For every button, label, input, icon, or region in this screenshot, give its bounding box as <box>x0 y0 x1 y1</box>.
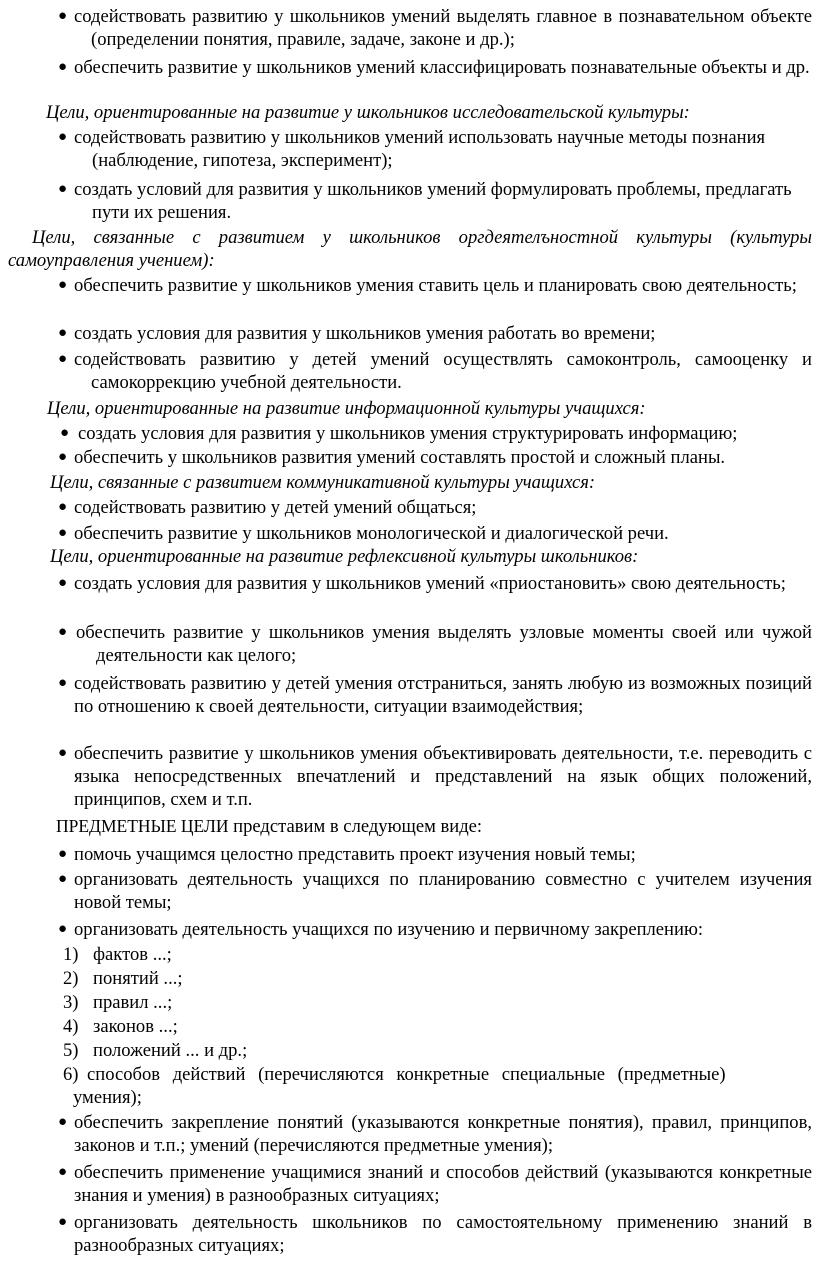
bullet-icon: ● <box>58 8 68 24</box>
bullet-text: обеспечить развитие у школьников монологической и диалогической речи. <box>74 523 669 544</box>
bullet-item <box>58 322 812 345</box>
bullet-icon: ● <box>58 1114 68 1130</box>
bullet-icon: ● <box>58 624 68 640</box>
bullet-item <box>58 742 812 812</box>
subject-goals-intro <box>56 815 482 838</box>
numbered-item <box>63 1039 812 1062</box>
bullet-text: создать условия для развития у школьников умения работать во времени; <box>74 323 656 344</box>
bullet-item <box>58 5 812 51</box>
bullet-icon: ● <box>58 181 68 197</box>
bullet-item <box>58 572 812 595</box>
bullet-item <box>58 348 812 394</box>
bullet-icon: ● <box>58 351 68 367</box>
bullet-icon: ● <box>58 59 68 75</box>
bullet-text: создать условия для развития у школьников умения структурировать информацию; <box>78 423 738 444</box>
item-text-continued: умения); <box>73 1087 142 1109</box>
bullet-item <box>58 496 812 519</box>
bullet-item <box>58 178 816 224</box>
bullet-icon: ● <box>58 499 68 515</box>
bullet-text: обеспечить закрепление понятий (указываются конкретные понятия), правил, принципов, законов и т.п.; умений (перечисляются предметные умения); <box>74 1112 812 1157</box>
item-text: законов ...; <box>93 1016 178 1037</box>
bullet-item <box>58 446 812 469</box>
bullet-icon: ● <box>58 1164 68 1180</box>
section-heading: Цели, ориентированные на развитие у школьников исследовательской культуры: <box>46 102 690 123</box>
bullet-text: содействовать развитию у детей умений осуществлять самоконтроль, самооценку и самокоррекцию учебной деятельности. <box>74 349 812 394</box>
bullet-item <box>60 422 812 445</box>
item-number: 5) <box>63 1040 79 1061</box>
bullet-icon: ● <box>58 129 68 145</box>
bullet-text: создать условия для развития у школьников умений «приостановить» свою деятельность; <box>74 573 786 594</box>
bullet-item <box>58 126 780 172</box>
item-text: положений ... и др.; <box>93 1040 248 1061</box>
bullet-item <box>58 1161 812 1207</box>
bullet-item <box>58 56 812 79</box>
bullet-item <box>58 1211 812 1257</box>
subject-goals-caps: ПРЕДМЕТНЫЕ ЦЕЛИ <box>56 816 229 836</box>
item-number: 4) <box>63 1016 79 1037</box>
bullet-icon: ● <box>58 921 68 937</box>
bullet-icon: ● <box>58 1214 68 1230</box>
bullet-text: организовать деятельность учащихся по изучению и первичному закреплению: <box>74 919 704 940</box>
bullet-text: организовать деятельность учащихся по планированию совместно с учителем изучения новой темы; <box>74 869 812 914</box>
bullet-icon: ● <box>58 846 68 862</box>
bullet-item <box>58 621 812 667</box>
section-heading: Цели, связанные с развитием у школьников оргдеятелъностной культуры (культуры самоуправления учением): <box>8 227 812 272</box>
bullet-item <box>58 522 812 545</box>
numbered-item <box>63 943 812 966</box>
bullet-item <box>58 843 812 866</box>
bullet-item <box>58 274 812 297</box>
bullet-item <box>58 672 812 718</box>
bullet-item <box>58 1111 812 1157</box>
bullet-text: помочь учащимся целостно представить проект изучения новый темы; <box>74 844 636 865</box>
bullet-text: содействовать развитию у школьников умений использовать научные методы познания (наблюдение, гипотеза, эксперимент); <box>74 127 766 172</box>
bullet-icon: ● <box>58 277 68 293</box>
bullet-icon: ● <box>58 575 68 591</box>
bullet-item <box>58 918 812 941</box>
bullet-item <box>58 868 812 914</box>
section-heading: Цели, ориентированные на развитие информационной культуры учащихся: <box>47 398 646 419</box>
bullet-icon: ● <box>58 871 68 887</box>
bullet-icon: ● <box>58 675 68 691</box>
bullet-text: обеспечить развитие у школьников умения выделять узловые моменты своей или чужой деятельности как целого; <box>76 622 812 667</box>
numbered-item <box>63 1015 812 1038</box>
bullet-text: организовать деятельность школьников по самостоятельному применению знаний в разнообразных ситуациях; <box>74 1212 812 1257</box>
bullet-icon: ● <box>58 525 68 541</box>
item-number: 3) <box>63 992 79 1013</box>
item-text: правил ...; <box>93 992 173 1013</box>
item-text: способов действий (перечисляются конкретные специальные (предметные) <box>87 1064 726 1085</box>
section-heading: Цели, ориентированные на развитие рефлексивной культуры школьников: <box>50 546 639 567</box>
section-heading: Цели, связанные с развитием коммуникативной культуры учащихся: <box>50 472 596 493</box>
bullet-text: содействовать развитию у школьников умений выделять главное в познавательном объекте (определении понятия, правиле, задаче, законе и др.); <box>74 6 812 51</box>
item-number: 2) <box>63 968 79 989</box>
bullet-icon: ● <box>60 425 70 441</box>
bullet-text: обеспечить развитие у школьников умений классифицировать познавательные объекты и др. <box>74 57 810 78</box>
bullet-text: создать условий для развития у школьников умений формулировать проблемы, предлагать пути их решения. <box>74 179 792 224</box>
numbered-item <box>63 1063 812 1109</box>
item-number: 6) <box>63 1064 79 1085</box>
bullet-icon: ● <box>58 449 68 465</box>
subject-goals-rest: представим в следующем виде: <box>228 816 483 837</box>
bullet-icon: ● <box>58 325 68 341</box>
bullet-text: обеспечить у школьников развития умений составлять простой и сложный планы. <box>74 447 726 468</box>
bullet-icon: ● <box>58 745 68 761</box>
numbered-item <box>63 991 812 1014</box>
item-text: понятий ...; <box>93 968 183 989</box>
bullet-text: содействовать развитию у детей умения отстраниться, занять любую из возможных позиций по отношению к своей деятельности, ситуации взаимодействия; <box>74 673 812 718</box>
item-text: фактов ...; <box>93 944 172 965</box>
bullet-text: обеспечить развитие у школьников умения ставить цель и планировать свою деятельность; <box>74 275 797 296</box>
bullet-text: содействовать развитию у детей умений общаться; <box>74 497 477 518</box>
numbered-item <box>63 967 812 990</box>
bullet-text: обеспечить применение учащимися знаний и способов действий (указываются конкретные знания и умения) в разнообразных ситуациях; <box>74 1162 812 1207</box>
item-number: 1) <box>63 944 79 965</box>
bullet-text: обеспечить развитие у школьников умения объективировать деятельности, т.е. переводить с языка непосредственных впечатлений и представлений на язык общих положений, принципов, схем и т.п. <box>74 743 812 811</box>
